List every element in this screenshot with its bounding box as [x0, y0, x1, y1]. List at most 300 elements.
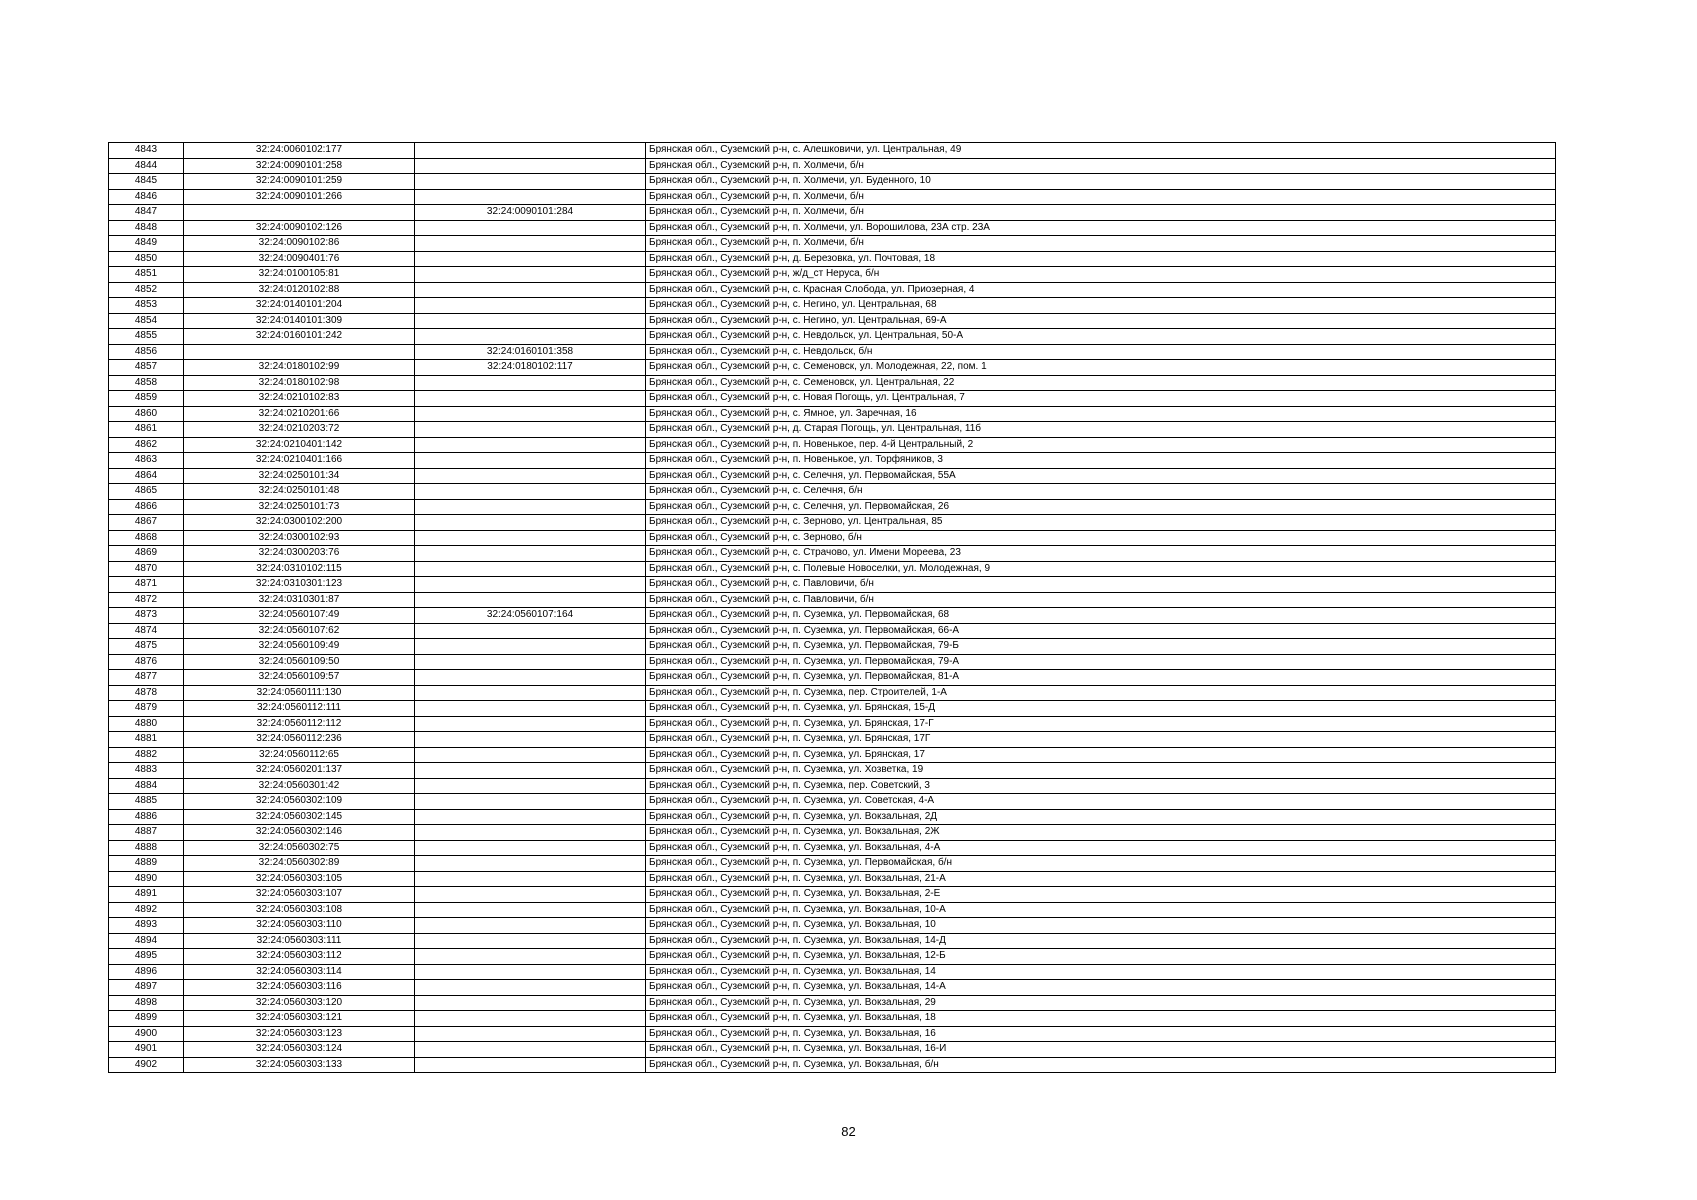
cadastral-number-additional-cell: [415, 391, 646, 407]
address-cell: Брянская обл., Суземский р-н, п. Суземка, ул. Вокзальная, б/н: [646, 1057, 1556, 1073]
cadastral-number-cell: 32:24:0250101:73: [184, 499, 415, 515]
cadastral-number-cell: 32:24:0300102:93: [184, 530, 415, 546]
address-cell: Брянская обл., Суземский р-н, п. Суземка, ул. Первомайская, 66-А: [646, 623, 1556, 639]
cadastral-number-cell: 32:24:0560201:137: [184, 763, 415, 779]
address-cell: Брянская обл., Суземский р-н, п. Суземка, ул. Брянская, 17: [646, 747, 1556, 763]
table-row: [109, 360, 1556, 376]
cadastral-number-cell: 32:24:0300203:76: [184, 546, 415, 562]
cadastral-number-cell: 32:24:0560112:112: [184, 716, 415, 732]
row-number-cell: 4892: [109, 902, 184, 918]
row-number-cell: 4882: [109, 747, 184, 763]
table-row: [109, 515, 1556, 531]
row-number-cell: 4883: [109, 763, 184, 779]
row-number-cell: 4851: [109, 267, 184, 283]
row-number-cell: 4863: [109, 453, 184, 469]
address-cell: Брянская обл., Суземский р-н, п. Суземка, ул. Хозветка, 19: [646, 763, 1556, 779]
cadastral-number-additional-cell: [415, 282, 646, 298]
cadastral-number-cell: 32:24:0560109:49: [184, 639, 415, 655]
cadastral-number-additional-cell: [415, 422, 646, 438]
cadastral-number-additional-cell: [415, 298, 646, 314]
cadastral-number-cell: 32:24:0560303:111: [184, 933, 415, 949]
table-row: [109, 1026, 1556, 1042]
row-number-cell: 4867: [109, 515, 184, 531]
row-number-cell: 4866: [109, 499, 184, 515]
cadastral-number-cell: 32:24:0210401:166: [184, 453, 415, 469]
row-number-cell: 4885: [109, 794, 184, 810]
cadastral-number-additional-cell: [415, 623, 646, 639]
cadastral-number-cell: 32:24:0090101:259: [184, 174, 415, 190]
table-row: [109, 391, 1556, 407]
table-row: [109, 313, 1556, 329]
row-number-cell: 4900: [109, 1026, 184, 1042]
cadastral-number-cell: 32:24:0560111:130: [184, 685, 415, 701]
row-number-cell: 4876: [109, 654, 184, 670]
row-number-cell: 4888: [109, 840, 184, 856]
cadastral-number-additional-cell: [415, 949, 646, 965]
cadastral-number-cell: 32:24:0560303:110: [184, 918, 415, 934]
cadastral-number-cell: 32:24:0250101:48: [184, 484, 415, 500]
cadastral-number-cell: 32:24:0140101:204: [184, 298, 415, 314]
table-row: [109, 654, 1556, 670]
table-row: [109, 267, 1556, 283]
row-number-cell: 4868: [109, 530, 184, 546]
cadastral-number-additional-cell: [415, 592, 646, 608]
cadastral-number-cell: 32:24:0210401:142: [184, 437, 415, 453]
cadastral-number-cell: [184, 344, 415, 360]
row-number-cell: 4897: [109, 980, 184, 996]
address-cell: Брянская обл., Суземский р-н, п. Суземка, ул. Вокзальная, 12-Б: [646, 949, 1556, 965]
row-number-cell: 4875: [109, 639, 184, 655]
cadastral-number-additional-cell: [415, 220, 646, 236]
cadastral-number-cell: 32:24:0090102:126: [184, 220, 415, 236]
table-row: [109, 949, 1556, 965]
address-cell: Брянская обл., Суземский р-н, п. Суземка, ул. Советская, 4-А: [646, 794, 1556, 810]
table-body: [109, 143, 1556, 1073]
address-cell: Брянская обл., Суземский р-н, ж/д_ст Неруса, б/н: [646, 267, 1556, 283]
cadastral-number-additional-cell: [415, 716, 646, 732]
row-number-cell: 4902: [109, 1057, 184, 1073]
address-cell: Брянская обл., Суземский р-н, п. Суземка, ул. Брянская, 17-Г: [646, 716, 1556, 732]
cadastral-number-additional-cell: [415, 825, 646, 841]
cadastral-number-cell: 32:24:0250101:34: [184, 468, 415, 484]
address-cell: Брянская обл., Суземский р-н, п. Новенькое, пер. 4-й Центральный, 2: [646, 437, 1556, 453]
row-number-cell: 4859: [109, 391, 184, 407]
cadastral-number-cell: 32:24:0560303:124: [184, 1042, 415, 1058]
address-cell: Брянская обл., Суземский р-н, п. Суземка, ул. Вокзальная, 4-А: [646, 840, 1556, 856]
cadastral-number-additional-cell: [415, 1042, 646, 1058]
cadastral-number-additional-cell: [415, 1057, 646, 1073]
address-cell: Брянская обл., Суземский р-н, п. Новенькое, ул. Торфяников, 3: [646, 453, 1556, 469]
cadastral-number-additional-cell: [415, 267, 646, 283]
address-cell: Брянская обл., Суземский р-н, п. Холмечи, ул. Ворошилова, 23А стр. 23А: [646, 220, 1556, 236]
row-number-cell: 4864: [109, 468, 184, 484]
address-cell: Брянская обл., Суземский р-н, п. Суземка, ул. Вокзальная, 16: [646, 1026, 1556, 1042]
table-row: [109, 840, 1556, 856]
table-row: [109, 608, 1556, 624]
cadastral-number-additional-cell: [415, 174, 646, 190]
address-cell: Брянская обл., Суземский р-н, п. Суземка, ул. Вокзальная, 16-И: [646, 1042, 1556, 1058]
address-cell: Брянская обл., Суземский р-н, п. Суземка, ул. Вокзальная, 14: [646, 964, 1556, 980]
cadastral-number-cell: 32:24:0160101:242: [184, 329, 415, 345]
table-row: [109, 716, 1556, 732]
cadastral-number-cell: 32:24:0560301:42: [184, 778, 415, 794]
row-number-cell: 4877: [109, 670, 184, 686]
cadastral-number-additional-cell: [415, 515, 646, 531]
table-row: [109, 236, 1556, 252]
cadastral-number-additional-cell: [415, 1011, 646, 1027]
table-row: [109, 747, 1556, 763]
cadastral-number-cell: 32:24:0180102:99: [184, 360, 415, 376]
address-cell: Брянская обл., Суземский р-н, с. Селечня, ул. Первомайская, 55А: [646, 468, 1556, 484]
table-row: [109, 995, 1556, 1011]
address-cell: Брянская обл., Суземский р-н, п. Суземка, ул. Вокзальная, 29: [646, 995, 1556, 1011]
cadastral-number-additional-cell: [415, 313, 646, 329]
row-number-cell: 4860: [109, 406, 184, 422]
table-row: [109, 530, 1556, 546]
row-number-cell: 4850: [109, 251, 184, 267]
address-cell: Брянская обл., Суземский р-н, с. Невдольск, б/н: [646, 344, 1556, 360]
table-row: [109, 809, 1556, 825]
address-cell: Брянская обл., Суземский р-н, п. Суземка, ул. Первомайская, 79-А: [646, 654, 1556, 670]
table-row: [109, 1011, 1556, 1027]
cadastral-number-additional-cell: [415, 685, 646, 701]
cadastral-number-additional-cell: [415, 887, 646, 903]
row-number-cell: 4884: [109, 778, 184, 794]
address-cell: Брянская обл., Суземский р-н, п. Суземка, ул. Вокзальная, 10-А: [646, 902, 1556, 918]
address-cell: Брянская обл., Суземский р-н, п. Холмечи, б/н: [646, 189, 1556, 205]
address-cell: Брянская обл., Суземский р-н, с. Страчово, ул. Имени Мореева, 23: [646, 546, 1556, 562]
table-row: [109, 484, 1556, 500]
address-cell: Брянская обл., Суземский р-н, с. Зерново, б/н: [646, 530, 1556, 546]
row-number-cell: 4889: [109, 856, 184, 872]
cadastral-number-additional-cell: [415, 670, 646, 686]
cadastral-number-additional-cell: [415, 236, 646, 252]
table-row: [109, 577, 1556, 593]
cadastral-number-cell: 32:24:0090101:266: [184, 189, 415, 205]
row-number-cell: 4855: [109, 329, 184, 345]
table-row: [109, 980, 1556, 996]
table-row: [109, 468, 1556, 484]
row-number-cell: 4852: [109, 282, 184, 298]
cadastral-number-cell: 32:24:0310301:123: [184, 577, 415, 593]
table-row: [109, 763, 1556, 779]
table-row: [109, 670, 1556, 686]
address-cell: Брянская обл., Суземский р-н, п. Суземка, ул. Вокзальная, 18: [646, 1011, 1556, 1027]
cadastral-number-cell: 32:24:0560302:75: [184, 840, 415, 856]
cadastral-number-cell: 32:24:0300102:200: [184, 515, 415, 531]
row-number-cell: 4873: [109, 608, 184, 624]
cadastral-number-additional-cell: [415, 856, 646, 872]
table-row: [109, 1042, 1556, 1058]
cadastral-number-cell: 32:24:0560109:50: [184, 654, 415, 670]
row-number-cell: 4845: [109, 174, 184, 190]
address-cell: Брянская обл., Суземский р-н, п. Холмечи, ул. Буденного, 10: [646, 174, 1556, 190]
table-row: [109, 499, 1556, 515]
row-number-cell: 4869: [109, 546, 184, 562]
row-number-cell: 4891: [109, 887, 184, 903]
table-row: [109, 623, 1556, 639]
address-cell: Брянская обл., Суземский р-н, п. Суземка, ул. Вокзальная, 2Ж: [646, 825, 1556, 841]
cadastral-number-cell: 32:24:0140101:309: [184, 313, 415, 329]
row-number-cell: 4844: [109, 158, 184, 174]
table-row: [109, 639, 1556, 655]
table-row: [109, 251, 1556, 267]
address-cell: Брянская обл., Суземский р-н, с. Павловичи, б/н: [646, 577, 1556, 593]
address-cell: Брянская обл., Суземский р-н, с. Невдольск, ул. Центральная, 50-А: [646, 329, 1556, 345]
cadastral-number-cell: 32:24:0560303:133: [184, 1057, 415, 1073]
cadastral-number-additional-cell: [415, 809, 646, 825]
row-number-cell: 4895: [109, 949, 184, 965]
table-row: [109, 794, 1556, 810]
address-cell: Брянская обл., Суземский р-н, п. Холмечи, б/н: [646, 158, 1556, 174]
cadastral-number-cell: 32:24:0560107:49: [184, 608, 415, 624]
row-number-cell: 4854: [109, 313, 184, 329]
cadastral-number-additional-cell: [415, 1026, 646, 1042]
row-number-cell: 4847: [109, 205, 184, 221]
cadastral-number-additional-cell: [415, 375, 646, 391]
row-number-cell: 4856: [109, 344, 184, 360]
table-row: [109, 856, 1556, 872]
row-number-cell: 4894: [109, 933, 184, 949]
table-row: [109, 933, 1556, 949]
cadastral-number-cell: 32:24:0560112:65: [184, 747, 415, 763]
cadastral-number-cell: 32:24:0090401:76: [184, 251, 415, 267]
cadastral-number-additional-cell: [415, 840, 646, 856]
address-cell: Брянская обл., Суземский р-н, п. Суземка, ул. Вокзальная, 14-Д: [646, 933, 1556, 949]
address-cell: Брянская обл., Суземский р-н, д. Березовка, ул. Почтовая, 18: [646, 251, 1556, 267]
row-number-cell: 4896: [109, 964, 184, 980]
row-number-cell: 4872: [109, 592, 184, 608]
row-number-cell: 4879: [109, 701, 184, 717]
cadastral-number-cell: 32:24:0560109:57: [184, 670, 415, 686]
cadastral-number-additional-cell: 32:24:0560107:164: [415, 608, 646, 624]
cadastral-number-additional-cell: [415, 747, 646, 763]
table-row: [109, 453, 1556, 469]
address-cell: Брянская обл., Суземский р-н, п. Холмечи, б/н: [646, 205, 1556, 221]
table-row: [109, 732, 1556, 748]
cadastral-number-cell: 32:24:0560303:121: [184, 1011, 415, 1027]
cadastral-number-cell: 32:24:0210201:66: [184, 406, 415, 422]
cadastral-number-additional-cell: [415, 701, 646, 717]
cadastral-number-cell: 32:24:0180102:98: [184, 375, 415, 391]
address-cell: Брянская обл., Суземский р-н, п. Суземка, ул. Вокзальная, 14-А: [646, 980, 1556, 996]
table-row: [109, 375, 1556, 391]
cadastral-number-additional-cell: [415, 530, 646, 546]
address-cell: Брянская обл., Суземский р-н, п. Суземка, пер. Строителей, 1-А: [646, 685, 1556, 701]
cadastral-number-cell: 32:24:0090101:258: [184, 158, 415, 174]
cadastral-number-additional-cell: 32:24:0090101:284: [415, 205, 646, 221]
cadastral-number-additional-cell: [415, 484, 646, 500]
cadastral-number-cell: 32:24:0560112:236: [184, 732, 415, 748]
table-row: [109, 344, 1556, 360]
row-number-cell: 4881: [109, 732, 184, 748]
address-cell: Брянская обл., Суземский р-н, с. Селечня, б/н: [646, 484, 1556, 500]
address-cell: Брянская обл., Суземский р-н, с. Красная Слобода, ул. Приозерная, 4: [646, 282, 1556, 298]
cadastral-number-additional-cell: [415, 763, 646, 779]
table-row: [109, 406, 1556, 422]
cadastral-number-cell: 32:24:0120102:88: [184, 282, 415, 298]
address-cell: Брянская обл., Суземский р-н, п. Суземка, ул. Брянская, 15-Д: [646, 701, 1556, 717]
table-row: [109, 1057, 1556, 1073]
table-row: [109, 546, 1556, 562]
row-number-cell: 4878: [109, 685, 184, 701]
table-row: [109, 329, 1556, 345]
cadastral-number-additional-cell: [415, 995, 646, 1011]
cadastral-number-cell: 32:24:0310301:87: [184, 592, 415, 608]
cadastral-number-additional-cell: [415, 918, 646, 934]
cadastral-number-additional-cell: [415, 499, 646, 515]
row-number-cell: 4890: [109, 871, 184, 887]
cadastral-number-additional-cell: [415, 732, 646, 748]
cadastral-number-cell: 32:24:0210203:72: [184, 422, 415, 438]
address-cell: Брянская обл., Суземский р-н, с. Алешковичи, ул. Центральная, 49: [646, 143, 1556, 159]
cadastral-number-cell: 32:24:0560303:116: [184, 980, 415, 996]
table-row: [109, 205, 1556, 221]
cadastral-number-additional-cell: [415, 654, 646, 670]
cadastral-number-additional-cell: [415, 251, 646, 267]
row-number-cell: 4871: [109, 577, 184, 593]
table-row: [109, 282, 1556, 298]
row-number-cell: 4874: [109, 623, 184, 639]
row-number-cell: 4848: [109, 220, 184, 236]
cadastral-number-cell: 32:24:0560303:123: [184, 1026, 415, 1042]
row-number-cell: 4893: [109, 918, 184, 934]
table-row: [109, 902, 1556, 918]
cadastral-number-cell: 32:24:0090102:86: [184, 236, 415, 252]
cadastral-number-cell: 32:24:0560302:109: [184, 794, 415, 810]
cadastral-number-additional-cell: [415, 468, 646, 484]
row-number-cell: 4865: [109, 484, 184, 500]
cadastral-number-cell: 32:24:0560303:108: [184, 902, 415, 918]
row-number-cell: 4857: [109, 360, 184, 376]
cadastral-number-cell: 32:24:0560107:62: [184, 623, 415, 639]
table-row: [109, 887, 1556, 903]
address-cell: Брянская обл., Суземский р-н, с. Зерново, ул. Центральная, 85: [646, 515, 1556, 531]
table-row: [109, 143, 1556, 159]
cadastral-number-cell: 32:24:0210102:83: [184, 391, 415, 407]
table-row: [109, 592, 1556, 608]
cadastral-number-cell: 32:24:0560303:105: [184, 871, 415, 887]
address-cell: Брянская обл., Суземский р-н, с. Негино, ул. Центральная, 69-А: [646, 313, 1556, 329]
cadastral-number-additional-cell: [415, 546, 646, 562]
cadastral-number-additional-cell: [415, 639, 646, 655]
row-number-cell: 4886: [109, 809, 184, 825]
cadastral-number-cell: 32:24:0560303:114: [184, 964, 415, 980]
table-row: [109, 189, 1556, 205]
cadastral-number-cell: [184, 205, 415, 221]
row-number-cell: 4899: [109, 1011, 184, 1027]
row-number-cell: 4849: [109, 236, 184, 252]
row-number-cell: 4862: [109, 437, 184, 453]
property-table: [108, 142, 1556, 1073]
address-cell: Брянская обл., Суземский р-н, п. Суземка, ул. Вокзальная, 10: [646, 918, 1556, 934]
cadastral-number-cell: 32:24:0310102:115: [184, 561, 415, 577]
address-cell: Брянская обл., Суземский р-н, п. Суземка, ул. Вокзальная, 21-А: [646, 871, 1556, 887]
table-row: [109, 158, 1556, 174]
cadastral-number-additional-cell: [415, 453, 646, 469]
cadastral-number-additional-cell: [415, 158, 646, 174]
address-cell: Брянская обл., Суземский р-н, с. Семеновск, ул. Центральная, 22: [646, 375, 1556, 391]
address-cell: Брянская обл., Суземский р-н, д. Старая Погощь, ул. Центральная, 11б: [646, 422, 1556, 438]
row-number-cell: 4901: [109, 1042, 184, 1058]
row-number-cell: 4870: [109, 561, 184, 577]
cadastral-number-cell: 32:24:0560303:107: [184, 887, 415, 903]
address-cell: Брянская обл., Суземский р-н, п. Суземка, ул. Вокзальная, 2-Е: [646, 887, 1556, 903]
address-cell: Брянская обл., Суземский р-н, п. Суземка, ул. Первомайская, 79-Б: [646, 639, 1556, 655]
cadastral-number-cell: 32:24:0560302:89: [184, 856, 415, 872]
table-row: [109, 685, 1556, 701]
address-cell: Брянская обл., Суземский р-н, п. Суземка, ул. Брянская, 17Г: [646, 732, 1556, 748]
table-row: [109, 561, 1556, 577]
cadastral-number-additional-cell: [415, 778, 646, 794]
cadastral-number-additional-cell: [415, 933, 646, 949]
address-cell: Брянская обл., Суземский р-н, с. Селечня, ул. Первомайская, 26: [646, 499, 1556, 515]
address-cell: Брянская обл., Суземский р-н, п. Суземка, пер. Советский, 3: [646, 778, 1556, 794]
cadastral-number-additional-cell: 32:24:0180102:117: [415, 360, 646, 376]
address-cell: Брянская обл., Суземский р-н, п. Суземка, ул. Вокзальная, 2Д: [646, 809, 1556, 825]
row-number-cell: 4853: [109, 298, 184, 314]
table-row: [109, 778, 1556, 794]
cadastral-number-additional-cell: [415, 329, 646, 345]
cadastral-number-additional-cell: [415, 577, 646, 593]
page-number: 82: [841, 1124, 856, 1139]
row-number-cell: 4861: [109, 422, 184, 438]
address-cell: Брянская обл., Суземский р-н, п. Суземка, ул. Первомайская, 81-А: [646, 670, 1556, 686]
row-number-cell: 4898: [109, 995, 184, 1011]
table-row: [109, 174, 1556, 190]
cadastral-number-cell: 32:24:0060102:177: [184, 143, 415, 159]
cadastral-number-additional-cell: [415, 871, 646, 887]
address-cell: Брянская обл., Суземский р-н, п. Суземка, ул. Первомайская, 68: [646, 608, 1556, 624]
address-cell: Брянская обл., Суземский р-н, с. Новая Погощь, ул. Центральная, 7: [646, 391, 1556, 407]
table-row: [109, 437, 1556, 453]
cadastral-number-cell: 32:24:0560302:146: [184, 825, 415, 841]
row-number-cell: 4880: [109, 716, 184, 732]
cadastral-number-additional-cell: [415, 794, 646, 810]
table-row: [109, 701, 1556, 717]
table-row: [109, 964, 1556, 980]
cadastral-number-additional-cell: [415, 189, 646, 205]
row-number-cell: 4846: [109, 189, 184, 205]
address-cell: Брянская обл., Суземский р-н, п. Суземка, ул. Первомайская, б/н: [646, 856, 1556, 872]
address-cell: Брянская обл., Суземский р-н, с. Павловичи, б/н: [646, 592, 1556, 608]
address-cell: Брянская обл., Суземский р-н, п. Холмечи, б/н: [646, 236, 1556, 252]
cadastral-number-additional-cell: [415, 406, 646, 422]
row-number-cell: 4843: [109, 143, 184, 159]
table-row: [109, 422, 1556, 438]
cadastral-number-cell: 32:24:0560112:111: [184, 701, 415, 717]
cadastral-number-additional-cell: 32:24:0160101:358: [415, 344, 646, 360]
row-number-cell: 4887: [109, 825, 184, 841]
address-cell: Брянская обл., Суземский р-н, с. Ямное, ул. Заречная, 16: [646, 406, 1556, 422]
cadastral-number-cell: 32:24:0560302:145: [184, 809, 415, 825]
cadastral-number-cell: 32:24:0560303:120: [184, 995, 415, 1011]
table-row: [109, 825, 1556, 841]
cadastral-number-additional-cell: [415, 561, 646, 577]
address-cell: Брянская обл., Суземский р-н, с. Негино, ул. Центральная, 68: [646, 298, 1556, 314]
address-cell: Брянская обл., Суземский р-н, с. Полевые Новоселки, ул. Молодежная, 9: [646, 561, 1556, 577]
cadastral-number-additional-cell: [415, 143, 646, 159]
cadastral-number-additional-cell: [415, 902, 646, 918]
cadastral-number-cell: 32:24:0560303:112: [184, 949, 415, 965]
cadastral-number-additional-cell: [415, 964, 646, 980]
cadastral-number-additional-cell: [415, 980, 646, 996]
table-row: [109, 918, 1556, 934]
table-row: [109, 871, 1556, 887]
row-number-cell: 4858: [109, 375, 184, 391]
table-row: [109, 298, 1556, 314]
table-row: [109, 220, 1556, 236]
